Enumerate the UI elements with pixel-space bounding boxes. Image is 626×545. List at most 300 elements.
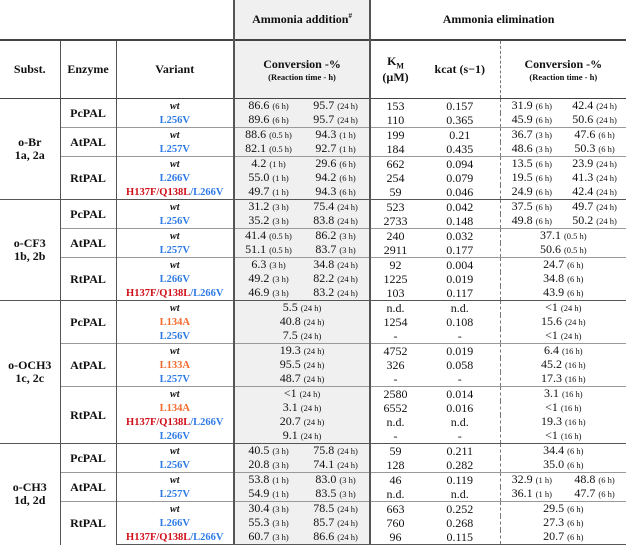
enzyme-cell (60, 301, 116, 344)
conversion-value: 50.6 (572, 112, 594, 126)
conversion-value-cell (302, 272, 370, 286)
conversion-value-cell (302, 200, 370, 215)
conversion-value: 94.3 (315, 184, 337, 198)
conversion-value-cell (302, 171, 370, 185)
conversion-value: 42.4 (572, 98, 594, 112)
km-value: 46 (370, 473, 420, 488)
variant-label: L134A (159, 403, 190, 414)
kcat-value: 0.268 (446, 515, 474, 530)
conversion-value-cell (563, 157, 626, 172)
conversion-value: <1 (545, 428, 558, 442)
conversion-value: <1 (283, 386, 297, 400)
reaction-time: (3 h) (272, 274, 289, 284)
conversion-value-cell (302, 99, 370, 114)
conversion-value: 20.7 (279, 414, 301, 428)
reaction-time: (0.5 h) (269, 231, 292, 241)
km-value: 59 (370, 444, 420, 459)
reaction-time: (1 h) (339, 144, 356, 154)
conversion-value-cell (234, 171, 302, 185)
reaction-time: (24 h) (337, 115, 358, 125)
km-value: 2580 (370, 387, 420, 402)
reaction-time: (24 h) (300, 331, 322, 341)
km-header: $K_M$ (µM) (370, 40, 420, 99)
reaction-time: (24 h) (596, 173, 617, 183)
enzyme-name: PcPAL (70, 206, 106, 221)
reaction-time: (24 h) (303, 417, 325, 427)
conversion-value: 37.1 (539, 228, 561, 242)
variant-cell (116, 113, 234, 128)
conversion-value-cell (234, 530, 302, 545)
conversion-value-cell (302, 128, 370, 143)
reaction-time: (6 h) (567, 288, 584, 298)
reaction-time: (1 h) (272, 187, 289, 197)
km-value: n.d. (370, 487, 420, 502)
kcat-value: 0.019 (420, 344, 500, 359)
conversion-value: 3.1 (544, 386, 560, 400)
variant-label: wt (170, 475, 180, 486)
conversion-cell (500, 286, 626, 301)
reaction-time: (24 h) (337, 202, 358, 212)
conversion-value-cell (563, 200, 626, 215)
variant-cell (116, 329, 234, 344)
conversion-value: 32.9 (511, 472, 533, 486)
enzyme-name: RtPAL (70, 515, 106, 530)
conversion-value-cell (234, 516, 302, 530)
reaction-time: (24 h) (596, 101, 617, 111)
conversion-cell (500, 429, 626, 444)
reaction-time: (24 h) (596, 202, 617, 212)
reaction-time: (24 h) (560, 331, 582, 341)
table-row (0, 258, 626, 273)
reaction-time: (3 h) (272, 202, 289, 212)
km-value: 760 (370, 516, 420, 530)
conversion-cell (500, 444, 626, 459)
enzyme-cell (60, 258, 116, 301)
kcat-value: 0.252 (420, 502, 500, 517)
variant-cell (116, 530, 234, 545)
conversion-value-cell (234, 142, 302, 157)
reaction-time: (3 h) (339, 245, 356, 255)
conversion-value-cell (234, 258, 302, 273)
reaction-time: (24 h) (596, 159, 617, 169)
enzyme-name: PcPAL (70, 314, 106, 329)
km-value: 59 (370, 185, 420, 200)
variant-cell (116, 429, 234, 444)
table-row (0, 473, 626, 488)
conversion-value-cell (234, 113, 302, 128)
conversion-value: <1 (545, 400, 558, 414)
km-value: 92 (370, 258, 420, 273)
conversion-value-cell (234, 157, 302, 172)
conversion-value: 41.3 (572, 170, 594, 184)
variant-label: L257V (159, 144, 190, 155)
conversion-cell (500, 458, 626, 473)
conversion-value: 48.6 (511, 141, 533, 155)
conversion-value-cell (302, 516, 370, 530)
variant-cell (116, 415, 234, 429)
reaction-time: (3 h) (272, 532, 289, 542)
variant-label: wt (170, 231, 180, 242)
compound-ids: 1d, 2d (14, 493, 46, 508)
conversion-cell (500, 258, 626, 273)
variant-label: L256V (159, 331, 190, 342)
conversion-value-cell (234, 458, 302, 473)
conversion-value: 4.2 (251, 156, 267, 170)
conversion-cell (500, 272, 626, 286)
conversion-cell (500, 301, 626, 316)
substrate-cell (0, 444, 60, 545)
conversion-value: 36.1 (511, 486, 533, 500)
reaction-time: (24 h) (337, 101, 358, 111)
variant-cell (116, 142, 234, 157)
variant-label: L257V (159, 489, 190, 500)
km-value: 663 (370, 502, 420, 517)
conversion-cell (234, 301, 370, 316)
km-value: 184 (370, 142, 420, 157)
reaction-time: (1 h) (272, 173, 289, 183)
table-row (0, 128, 626, 143)
variant-label: wt (170, 260, 180, 271)
km-value: 523 (370, 200, 420, 215)
compound-ids: 1a, 2a (14, 148, 45, 162)
conversion-value: 17.3 (541, 371, 563, 385)
variant-cell (116, 458, 234, 473)
km-value: 6552 (370, 401, 420, 415)
conversion-value: 20.8 (248, 457, 270, 471)
variant-cell (116, 171, 234, 185)
reaction-time: (24 h) (560, 303, 582, 313)
conversion-cell (500, 415, 626, 429)
conversion-value: 34.8 (313, 257, 335, 271)
conversion-value-cell (302, 157, 370, 172)
km-value: 110 (370, 113, 420, 128)
conversion-value-cell (234, 473, 302, 488)
reaction-time: (24 h) (337, 288, 358, 298)
conversion-value: 94.2 (315, 170, 337, 184)
reaction-time: (6 h) (339, 173, 356, 183)
conversion-cell (500, 243, 626, 258)
reaction-time: (16 h) (565, 374, 586, 384)
reaction-time: (24 h) (300, 303, 322, 313)
variant-label: wt (170, 303, 180, 314)
conversion-value: 34.4 (543, 443, 565, 457)
enzyme-name: AtPAL (70, 357, 106, 372)
km-value: n.d. (370, 415, 420, 429)
conversion-value: 83.7 (315, 242, 337, 256)
conversion-value: 13.5 (511, 156, 533, 170)
conversion-value: 94.3 (315, 127, 337, 141)
km-value: 4752 (370, 344, 420, 359)
conversion-cell (500, 502, 626, 517)
km-value: 1225 (370, 272, 420, 286)
reaction-time: (16 h) (560, 403, 582, 413)
conversion-value-cell (302, 502, 370, 517)
conversion-value: 3.1 (282, 400, 298, 414)
reaction-time: (1 h) (269, 159, 286, 169)
enzyme-cell (60, 229, 116, 258)
reaction-time: (3 h) (272, 446, 289, 456)
reaction-time: (6 h) (567, 260, 584, 270)
reaction-time: (0.5 h) (563, 245, 587, 255)
conversion-value: 49.2 (248, 271, 270, 285)
conversion-value: 19.3 (279, 343, 301, 357)
conversion-cell (500, 315, 626, 329)
conversion-value-cell (500, 487, 563, 502)
kcat-value: - (457, 328, 462, 343)
kcat-value: 0.211 (420, 444, 500, 459)
conversion-value-cell (302, 286, 370, 301)
reaction-time: (3 h) (339, 489, 356, 499)
conversion-value: 86.6 (313, 529, 335, 543)
conversion-value: 53.8 (248, 472, 270, 486)
table-row (0, 502, 626, 517)
variant-label: L256V (159, 115, 190, 126)
reaction-time: (24 h) (337, 260, 358, 270)
kcat-value: 0.148 (446, 213, 474, 228)
conversion-value: 31.2 (248, 199, 270, 213)
reaction-time: (24 h) (337, 504, 358, 514)
kcat-value: 0.117 (446, 285, 474, 300)
conversion-value: 45.9 (511, 112, 533, 126)
substrate-cell (0, 301, 60, 444)
variant-cell (116, 372, 234, 387)
kcat-value: 0.282 (446, 457, 474, 472)
conversion-value: 83.0 (315, 472, 337, 486)
variant-label: /L266V (190, 187, 224, 198)
enzyme-name: PcPAL (70, 105, 106, 120)
reaction-time: (6 h) (535, 115, 552, 125)
variant-cell (116, 258, 234, 273)
conversion-value-cell (500, 185, 563, 200)
conversion-cell (500, 329, 626, 344)
conversion-value-cell (563, 142, 626, 157)
km-value: 103 (370, 286, 420, 301)
conversion-value: 31.9 (511, 98, 533, 112)
conversion-value-cell (500, 171, 563, 185)
variant-cell (116, 286, 234, 301)
reaction-time: (24 h) (337, 274, 358, 284)
kcat-value: 0.042 (420, 200, 500, 215)
enzyme-header: Enzyme (60, 40, 116, 99)
km-value: 326 (370, 358, 420, 372)
conversion-cell (234, 429, 370, 444)
conversion-value: 75.8 (313, 443, 335, 457)
km-value: n.d. (370, 301, 420, 316)
conversion-value: 29.6 (315, 156, 337, 170)
variant-label: H137F/Q138L (126, 187, 191, 198)
reaction-time: (6 h) (272, 115, 289, 125)
variant-label: L134A (159, 317, 190, 328)
compound-ids: 1b, 2b (14, 249, 46, 263)
conversion-cell (234, 415, 370, 429)
table-row (0, 344, 626, 359)
substrate-cell (0, 99, 60, 200)
km-value: 1254 (370, 315, 420, 329)
table-row (0, 99, 626, 114)
conversion-value-cell (563, 185, 626, 200)
reaction-time: (6 h) (535, 202, 552, 212)
conversion-value: 54.9 (248, 486, 270, 500)
conversion-value-cell (302, 473, 370, 488)
variant-label: wt (170, 159, 180, 170)
km-value: 96 (370, 530, 420, 545)
conversion-value: 24.7 (543, 257, 565, 271)
km-value: 199 (370, 128, 420, 143)
conversion-value-cell (234, 487, 302, 502)
reaction-time: (24 h) (300, 431, 322, 441)
variant-cell (116, 502, 234, 517)
conversion-value: 50.2 (572, 213, 594, 227)
conversion-value-cell (563, 128, 626, 143)
reaction-time: (6 h) (567, 446, 584, 456)
substrate-name: o-CH3 (12, 480, 47, 495)
reaction-time: (24 h) (596, 216, 617, 226)
substrate-name: o-Br (18, 135, 42, 149)
variant-label: L266V (159, 173, 190, 184)
conversion-cell (234, 358, 370, 372)
reaction-time: (24 h) (565, 317, 586, 327)
kcat-value: 0.157 (420, 99, 500, 114)
conversion-cell (500, 344, 626, 359)
enzyme-cell (60, 473, 116, 502)
conversion-value: 9.1 (282, 428, 298, 442)
conversion-value: 35.0 (543, 457, 565, 471)
km-value: - (370, 329, 420, 344)
conversion-value: 45.2 (541, 357, 563, 371)
enzyme-cell (60, 99, 116, 128)
table-row (0, 444, 626, 459)
enzyme-name: PcPAL (70, 450, 106, 465)
conversion-value: 46.9 (248, 285, 270, 299)
conversion-value: 55.0 (248, 170, 270, 184)
reaction-time: (0.5 h) (269, 130, 292, 140)
kcat-value: n.d. (450, 486, 469, 501)
reaction-time: (6 h) (598, 489, 615, 499)
conversion-value: 42.4 (572, 184, 594, 198)
reaction-time: (6 h) (535, 159, 552, 169)
conversion-value-cell (302, 142, 370, 157)
variant-label: H137F/Q138L (126, 532, 191, 543)
conversion-value: 30.4 (248, 501, 270, 515)
reaction-time: (16 h) (565, 360, 586, 370)
variant-cell (116, 157, 234, 172)
variant-cell (116, 185, 234, 200)
reaction-time: (6 h) (567, 532, 584, 542)
kcat-header (420, 40, 500, 99)
kcat-value: 0.058 (446, 357, 474, 372)
reaction-time: (6 h) (598, 475, 615, 485)
conversion-value: 36.7 (511, 127, 533, 141)
reaction-time: (6 h) (567, 518, 584, 528)
conversion-value-cell (234, 502, 302, 517)
conversion-value: 50.6 (539, 242, 561, 256)
conversion-value: 43.9 (543, 285, 565, 299)
variant-label: L257V (159, 245, 190, 256)
enzyme-cell (60, 200, 116, 229)
reaction-time: (6 h) (598, 144, 615, 154)
reaction-time: (24 h) (337, 518, 358, 528)
reaction-time: (24 h) (337, 460, 358, 470)
variant-header: Variant (116, 40, 234, 99)
reaction-time: (3 h) (272, 216, 289, 226)
enzyme-cell (60, 502, 116, 545)
reaction-time: (0.5 h) (563, 231, 587, 241)
reaction-time: (3 h) (339, 475, 356, 485)
reaction-time: (24 h) (337, 216, 358, 226)
kcat-value: 0.079 (446, 170, 474, 185)
reaction-time: (0.5 h) (269, 245, 292, 255)
reaction-time: (3 h) (339, 231, 356, 241)
conversion-value-cell (563, 214, 626, 229)
variant-label: wt (170, 389, 180, 400)
conversion-value-cell (500, 128, 563, 143)
kcat-value: 0.435 (446, 141, 474, 156)
km-value: 254 (370, 171, 420, 185)
variant-label: /L266V (190, 417, 224, 428)
conversion-cell (500, 372, 626, 387)
conversion-value-cell (563, 113, 626, 128)
enzyme-cell (60, 387, 116, 444)
kcat-value: - (457, 371, 462, 386)
conversion-value-cell (302, 444, 370, 459)
kcat-value: n.d. (450, 414, 469, 429)
conversion-value: 83.8 (313, 213, 335, 227)
conversion-value: 49.8 (511, 213, 533, 227)
conversion-value: 60.7 (248, 529, 270, 543)
conversion-value: 86.2 (315, 228, 337, 242)
conversion-value-cell (302, 229, 370, 244)
conversion-value-cell (500, 200, 563, 215)
kcat-value: 0.177 (446, 242, 474, 257)
conversion-value: <1 (545, 300, 558, 314)
kcat-value: 0.004 (420, 258, 500, 273)
conversion-value-cell (302, 530, 370, 545)
conversion-value: 6.4 (544, 343, 560, 357)
conversion-cell (234, 315, 370, 329)
reaction-time: (3 h) (272, 518, 289, 528)
conversion-cell (234, 401, 370, 415)
conversion-cell (234, 329, 370, 344)
conversion-value-cell (234, 185, 302, 200)
enzyme-cell (60, 157, 116, 200)
variant-label: L266V (159, 274, 190, 285)
reaction-time: (16 h) (562, 346, 583, 356)
conversion-value: 88.6 (245, 127, 267, 141)
conversion-value-cell (234, 272, 302, 286)
variant-cell (116, 301, 234, 316)
conversion-value: 20.7 (543, 529, 565, 543)
reaction-time: (1 h) (535, 489, 552, 499)
variant-label: wt (170, 504, 180, 515)
reaction-time: (24 h) (303, 374, 325, 384)
reaction-time: (16 h) (560, 431, 582, 441)
kcat-value: - (457, 428, 462, 443)
conversion-value-cell (563, 171, 626, 185)
km-value: 2733 (370, 214, 420, 229)
kcat-value: 0.032 (420, 229, 500, 244)
variant-cell (116, 229, 234, 244)
conversion-value: 27.3 (543, 515, 565, 529)
conversion-cell (500, 387, 626, 402)
substrate-name: o-OCH3 (8, 358, 52, 372)
conversion-value: 74.1 (313, 457, 335, 471)
reaction-time: (24 h) (596, 187, 617, 197)
conversion-cell (234, 372, 370, 387)
reaction-time: (3 h) (272, 288, 289, 298)
conversion-cell (500, 530, 626, 545)
reaction-time: (3 h) (272, 460, 289, 470)
variant-label: /L266V (190, 532, 224, 543)
